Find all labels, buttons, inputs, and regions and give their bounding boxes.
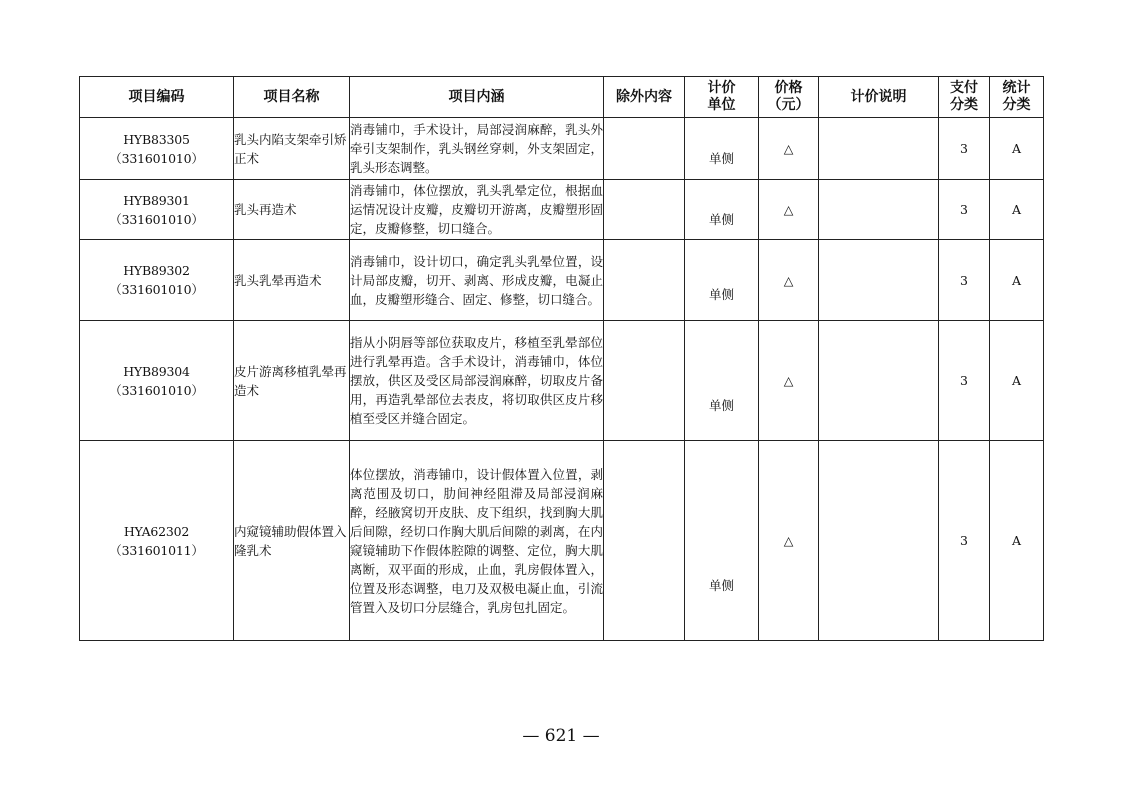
- header-content: 项目内涵: [350, 77, 604, 118]
- item-unit: 单侧: [708, 578, 734, 593]
- item-exclusion: [604, 118, 685, 180]
- item-name: 乳头乳晕再造术: [234, 240, 350, 321]
- item-unit-cell: [685, 118, 759, 180]
- item-code: HYB83305（331601010）: [80, 118, 234, 180]
- item-content: 指从小阴唇等部位获取皮片，移植至乳晕部位进行乳晕再造。含手术设计，消毒铺巾，体位摆放，供区及受区局部浸润麻醉，切取皮片备用，再造乳晕部位去表皮，将切取供区皮片移植至受区并缝合固定。: [350, 321, 604, 441]
- header-price: [759, 77, 819, 118]
- item-exclusion: [604, 240, 685, 321]
- item-stat-class: A: [990, 441, 1044, 641]
- item-content: 消毒铺巾，体位摆放，乳头乳晕定位，根据血运情况设计皮瓣，皮瓣切开游离，皮瓣塑形固定，皮瓣修整，切口缝合。: [350, 180, 604, 240]
- table-row: [80, 240, 1044, 321]
- item-payment-class: 3: [939, 118, 990, 180]
- item-stat-class: A: [990, 321, 1044, 441]
- table-row: [80, 180, 1044, 240]
- item-code: HYB89301（331601010）: [80, 180, 234, 240]
- header-payment-class: [939, 77, 990, 118]
- header-stat-line2: 分类: [1002, 97, 1031, 113]
- item-exclusion: [604, 321, 685, 441]
- item-payment-class: 3: [939, 321, 990, 441]
- item-unit: 单侧: [708, 150, 734, 166]
- price-table: [79, 76, 1044, 641]
- item-pricing-note: [819, 441, 939, 641]
- header-row: [80, 77, 1044, 118]
- item-name: 乳头再造术: [234, 180, 350, 240]
- item-unit: 单侧: [708, 211, 734, 227]
- header-stat-line1: 统计: [1002, 80, 1031, 96]
- table-row: [80, 441, 1044, 641]
- header-stat-class: [990, 77, 1044, 118]
- item-code: HYA62302（331601011）: [80, 441, 234, 641]
- item-name: 内窥镜辅助假体置入隆乳术: [234, 441, 350, 641]
- header-unit-line2: 单位: [707, 97, 736, 113]
- item-stat-class: A: [990, 180, 1044, 240]
- item-price: △: [759, 441, 819, 641]
- item-code: HYB89304（331601010）: [80, 321, 234, 441]
- header-unit: [685, 77, 759, 118]
- item-code: HYB89302（331601010）: [80, 240, 234, 321]
- item-pricing-note: [819, 240, 939, 321]
- item-stat-class: A: [990, 240, 1044, 321]
- header-code: 项目编码: [80, 77, 234, 118]
- page-number: — 621 —: [522, 726, 600, 746]
- header-payment-line2: 分类: [950, 97, 978, 113]
- item-price: △: [759, 180, 819, 240]
- item-price: △: [759, 240, 819, 321]
- item-price: △: [759, 321, 819, 441]
- item-unit-cell: [685, 441, 759, 641]
- item-name: 乳头内陷支架牵引矫正术: [234, 118, 350, 180]
- item-content: 消毒铺巾，设计切口，确定乳头乳晕位置，设计局部皮瓣，切开、剥离、形成皮瓣，电凝止血，皮瓣塑形缝合、固定、修整，切口缝合。: [350, 240, 604, 321]
- item-pricing-note: [819, 321, 939, 441]
- item-exclusion: [604, 441, 685, 641]
- header-exclusion: 除外内容: [604, 77, 685, 118]
- item-unit: 单侧: [708, 287, 734, 302]
- item-exclusion: [604, 180, 685, 240]
- item-price: △: [759, 118, 819, 180]
- item-payment-class: 3: [939, 441, 990, 641]
- table-row: [80, 321, 1044, 441]
- item-payment-class: 3: [939, 240, 990, 321]
- item-content: 体位摆放，消毒铺巾，设计假体置入位置，剥离范围及切口，肋间神经阻滞及局部浸润麻醉，经腋窝切开皮肤、皮下组织，找到胸大肌后间隙，经切口作胸大肌后间隙的剥离，在内窥镜辅助下作假体腔隙的调整、定位，胸大肌离断，双平面的形成，止血，乳房假体置入，位置及形态调整，电刀及双极电凝止血，引流管置入及切口分层缝合，乳房包扎固定。: [350, 441, 604, 641]
- header-price-line1: 价格: [774, 80, 803, 96]
- item-unit-cell: [685, 180, 759, 240]
- header-unit-line1: 计价: [707, 80, 736, 96]
- item-name: 皮片游离移植乳晕再造术: [234, 321, 350, 441]
- item-unit-cell: [685, 321, 759, 441]
- item-payment-class: 3: [939, 180, 990, 240]
- item-stat-class: A: [990, 118, 1044, 180]
- item-pricing-note: [819, 118, 939, 180]
- table-row: [80, 118, 1044, 180]
- header-pricing-note: 计价说明: [819, 77, 939, 118]
- header-payment-line1: 支付: [950, 80, 978, 96]
- item-pricing-note: [819, 180, 939, 240]
- item-unit-cell: [685, 240, 759, 321]
- header-price-line2: （元）: [767, 97, 810, 113]
- header-name: 项目名称: [234, 77, 350, 118]
- item-unit: 单侧: [708, 398, 734, 413]
- item-content: 消毒铺巾，手术设计，局部浸润麻醉，乳头外牵引支架制作，乳头钢丝穿刺，外支架固定，乳头形态调整。: [350, 118, 604, 180]
